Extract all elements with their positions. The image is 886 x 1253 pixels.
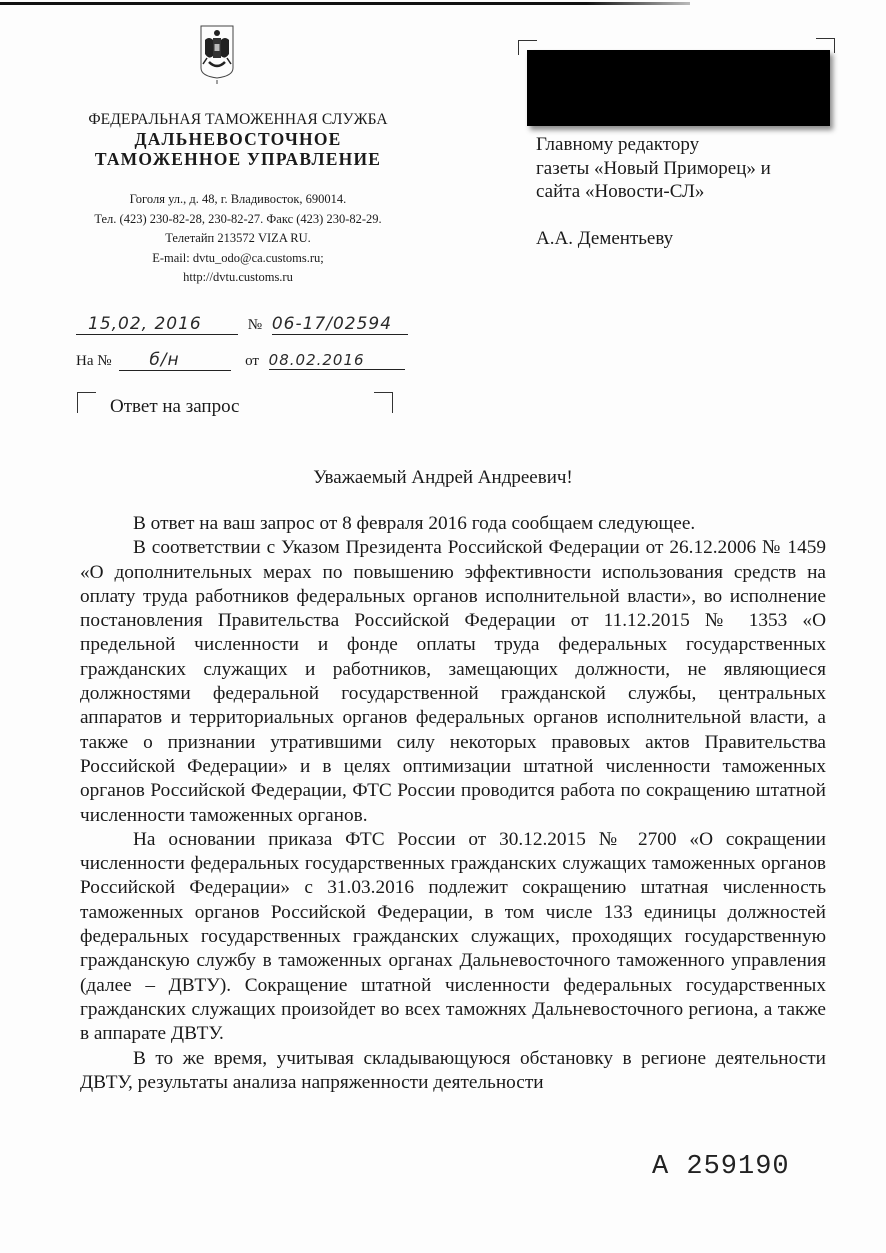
teletype: Телетайп 213572 VIZA RU. (165, 231, 311, 245)
addressee-name: А.А. Дементьеву (536, 228, 674, 249)
phone-fax: Тел. (423) 230-82-28, 230-82-27. Факс (423) 230-82-29. (94, 211, 382, 226)
email: E-mail: dvtu_odo@ca.customs.ru; (152, 250, 324, 265)
russian-coat-of-arms-icon (199, 22, 235, 86)
top-border-rule (0, 2, 690, 5)
paragraph: На основании приказа ФТС России от 30.12.2015 № 2700 «О сокращении численности федеральных государственных гражданских служащих таможенных органов Российской Федерации» с 31.03.2016 подлежит сокращению штатная численность таможенных органов Российской Федерации, в том числе 133 единицы должностей федеральных государственных гражданских служащих, проходящих государственную гражданскую службу в таможенных органах Дальневосточного таможенного управления (далее – ДВТУ). Сокращение штатной численности федеральных государственных гражданских служащих произойдет во всех таможнях Дальневосточного региона, а также в аппарате ДВТУ. (80, 828, 826, 1045)
ref-number-label: На № (76, 353, 112, 369)
organization-header (68, 110, 408, 169)
contact-details (68, 190, 408, 288)
subject-line: Ответ на запрос (110, 396, 240, 417)
letter-body (80, 512, 826, 1095)
outgoing-date: 15,02, 2016 (76, 314, 238, 335)
org-service-name: ФЕДЕРАЛЬНАЯ ТАМОЖЕННАЯ СЛУЖБА (88, 111, 388, 128)
outgoing-number: 06-17/02594 (272, 314, 408, 335)
org-department-name-line1: ДАЛЬНЕВОСТОЧНОЕ (134, 129, 342, 149)
paragraph: В соответствии с Указом Президента Российской Федерации от 26.12.2006 № 1459 «О дополнительных мерах по повышению эффективности использования средств на оплату труда работников федеральных органов исполнительной власти», во исполнение постановления Правительства Российской Федерации от 11.12.2015 № 1353 «О предельной численности и фонде оплаты труда федеральных государственных гражданских служащих и работников, замещающих должности, не являющиеся должностями федеральной государственной гражданской службы, центральных аппаратов и территориальных органов федеральных органов исполнительной власти, а также о признании утратившими силу некоторых правовых актов Правительства Российской Федерации» и в целях оптимизации штатной численности таможенных органов Российской Федерации, ФТС России проводится работа по сокращению штатной численности таможенных органов. (80, 537, 826, 826)
addressee-line: Главному редактору (536, 134, 700, 155)
addressee-block (536, 133, 771, 204)
website: http://dvtu.customs.ru (183, 270, 293, 284)
ref-date: 08.02.2016 (269, 351, 405, 370)
number-label: № (247, 317, 263, 333)
salutation: Уважаемый Андрей Андреевич! (313, 467, 573, 488)
paragraph: В ответ на ваш запрос от 8 февраля 2016 года сообщаем следующее. (133, 513, 696, 534)
ref-date-label: от (245, 353, 259, 369)
ref-number: б/н (119, 350, 231, 371)
outgoing-registration (76, 314, 408, 335)
incoming-reference (76, 350, 405, 371)
addressee-line: сайта «Новости-СЛ» (536, 181, 705, 202)
paragraph: В то же время, учитывая складывающуюся обстановку в регионе деятельности ДВТУ, результаты анализа напряженности деятельности (80, 1047, 826, 1093)
org-department-name-line2: ТАМОЖЕННОЕ УПРАВЛЕНИЕ (94, 149, 382, 169)
subject-bracket-right (374, 392, 393, 413)
addressee-line: газеты «Новый Приморец» и (536, 157, 771, 179)
subject-bracket-left (77, 392, 96, 413)
form-serial-number: А 259190 (652, 1152, 790, 1182)
redacted-block (527, 50, 830, 126)
address: Гоголя ул., д. 48, г. Владивосток, 690014. (129, 192, 347, 206)
